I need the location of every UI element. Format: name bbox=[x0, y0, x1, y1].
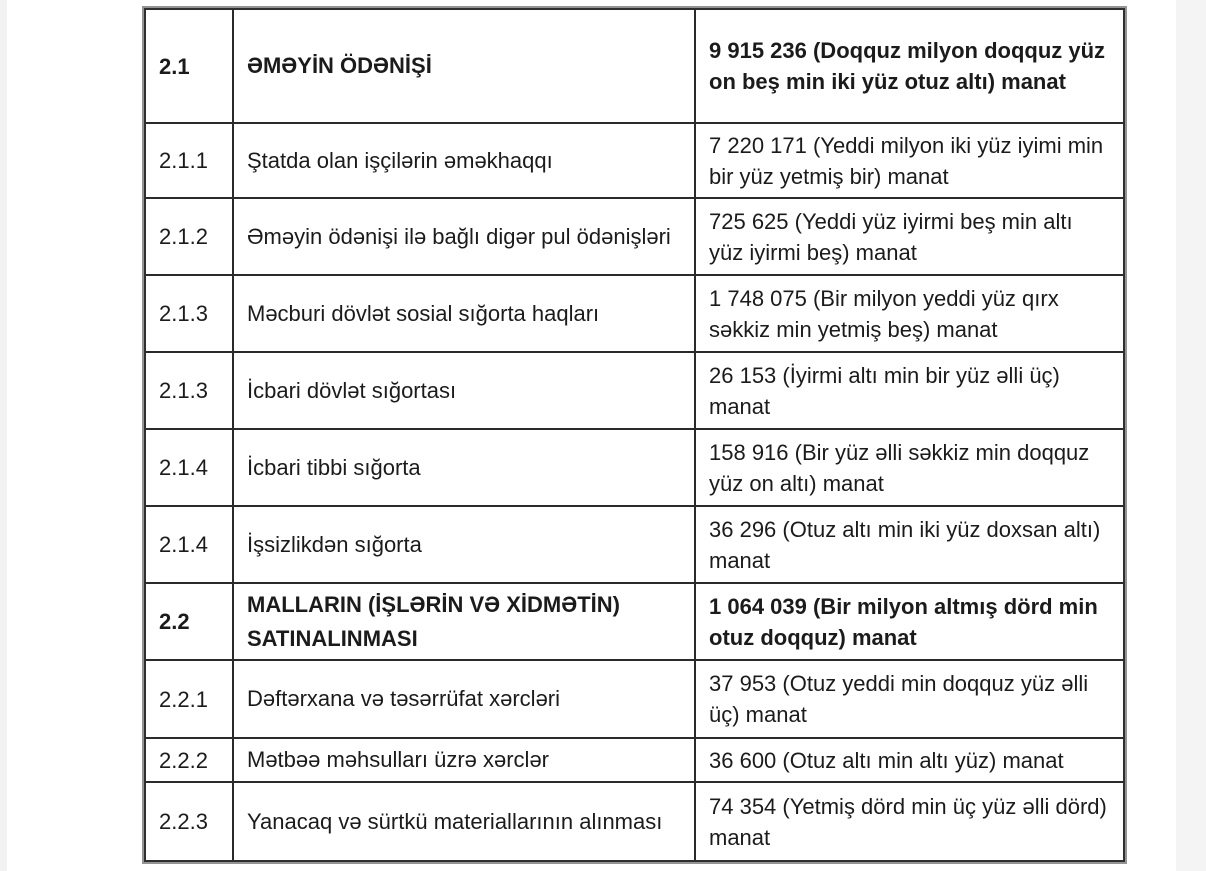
table-row bbox=[146, 507, 1123, 584]
row-code: 2.1.4 bbox=[159, 532, 208, 557]
row-code-cell bbox=[146, 783, 234, 860]
row-description-cell bbox=[234, 783, 696, 860]
table-row bbox=[146, 276, 1123, 353]
row-description: İcbari dövlət sığortası bbox=[247, 377, 457, 403]
row-amount-cell bbox=[696, 739, 1123, 783]
row-amount-cell bbox=[696, 124, 1123, 199]
row-code: 2.1.1 bbox=[159, 148, 208, 173]
budget-expense-table bbox=[144, 8, 1125, 862]
row-code: 2.2.1 bbox=[159, 686, 208, 712]
row-description-cell bbox=[234, 199, 696, 276]
row-amount-cell bbox=[696, 507, 1123, 584]
row-amount: 74 354 (Yetmiş dörd min üç yüz əlli dörd) manat bbox=[709, 793, 1107, 850]
row-code-cell bbox=[146, 430, 234, 507]
row-amount-cell bbox=[696, 353, 1123, 430]
row-description-cell bbox=[234, 507, 696, 584]
row-code-cell bbox=[146, 353, 234, 430]
row-amount-cell bbox=[696, 783, 1123, 860]
row-description-cell bbox=[234, 353, 696, 430]
row-amount: 725 625 (Yeddi yüz iyirmi beş min altı yüz iyirmi beş) manat bbox=[709, 208, 1073, 265]
row-description: Məcburi dövlət sosial sığorta haqları bbox=[247, 300, 600, 326]
table-row bbox=[146, 739, 1123, 783]
table-row bbox=[146, 661, 1123, 739]
row-amount-cell bbox=[696, 661, 1123, 739]
row-amount: 158 916 (Bir yüz əlli səkkiz min doqquz yüz on altı) manat bbox=[709, 439, 1090, 496]
row-amount-cell bbox=[696, 430, 1123, 507]
row-amount: 9 915 236 (Doqquz milyon doqquz yüz on beş min iki yüz otuz altı) manat bbox=[709, 38, 1106, 94]
row-code: 2.2.3 bbox=[159, 809, 208, 834]
row-description: Mətbəə məhsulları üzrə xərclər bbox=[247, 747, 550, 772]
row-code: 2.1.2 bbox=[159, 224, 208, 249]
row-amount-cell bbox=[696, 199, 1123, 276]
row-description-cell bbox=[234, 739, 696, 783]
row-code-cell bbox=[146, 10, 234, 124]
row-code-cell bbox=[146, 199, 234, 276]
row-amount: 1 064 039 (Bir milyon altmış dörd min otuz doqquz) manat bbox=[709, 593, 1098, 650]
row-code: 2.1 bbox=[159, 53, 190, 79]
table-row bbox=[146, 584, 1123, 661]
row-code-cell bbox=[146, 124, 234, 199]
row-description: MALLARIN (İŞLƏRİN VƏ XİDMƏTİN) SATINALINMASI bbox=[247, 591, 621, 651]
table-row bbox=[146, 10, 1123, 124]
row-code-cell bbox=[146, 507, 234, 584]
row-amount: 26 153 (İyirmi altı min bir yüz əlli üç) manat bbox=[709, 362, 1060, 419]
page-gutter-left bbox=[0, 0, 7, 871]
row-amount: 7 220 171 (Yeddi milyon iki yüz iyimi min bir yüz yetmiş bir) manat bbox=[709, 132, 1104, 189]
row-description: ƏMƏYİN ÖDƏNİŞİ bbox=[247, 53, 432, 78]
row-amount-cell bbox=[696, 276, 1123, 353]
row-description-cell bbox=[234, 124, 696, 199]
row-description: Yanacaq və sürtkü materiallarının alınması bbox=[247, 808, 663, 834]
row-amount: 1 748 075 (Bir milyon yeddi yüz qırx səkkiz min yetmiş beş) manat bbox=[709, 285, 1059, 342]
row-code: 2.1.3 bbox=[159, 301, 208, 326]
row-amount: 37 953 (Otuz yeddi min doqquz yüz əlli üç) manat bbox=[709, 671, 1089, 727]
row-description-cell bbox=[234, 661, 696, 739]
page-gutter-right bbox=[1176, 0, 1206, 871]
row-description: Ştatda olan işçilərin əməkhaqqı bbox=[247, 147, 553, 173]
row-amount-cell bbox=[696, 584, 1123, 661]
table-row bbox=[146, 353, 1123, 430]
row-code-cell bbox=[146, 739, 234, 783]
row-code: 2.1.3 bbox=[159, 378, 208, 403]
row-code-cell bbox=[146, 661, 234, 739]
row-description-cell bbox=[234, 430, 696, 507]
row-code: 2.2 bbox=[159, 609, 190, 634]
row-description-cell bbox=[234, 584, 696, 661]
row-code: 2.2.2 bbox=[159, 747, 208, 773]
table-row bbox=[146, 199, 1123, 276]
row-amount-cell bbox=[696, 10, 1123, 124]
table-row bbox=[146, 783, 1123, 860]
row-code: 2.1.4 bbox=[159, 455, 208, 480]
row-description-cell bbox=[234, 276, 696, 353]
table-row bbox=[146, 124, 1123, 199]
table-row bbox=[146, 430, 1123, 507]
row-description-cell bbox=[234, 10, 696, 124]
row-description: Dəftərxana və təsərrüfat xərcləri bbox=[247, 686, 561, 711]
row-description: Əməyin ödənişi ilə bağlı digər pul ödənişləri bbox=[247, 223, 671, 249]
row-code-cell bbox=[146, 584, 234, 661]
row-amount: 36 600 (Otuz altı min altı yüz) manat bbox=[709, 747, 1064, 773]
row-description: İcbari tibbi sığorta bbox=[247, 454, 421, 480]
row-amount: 36 296 (Otuz altı min iki yüz doxsan altı) manat bbox=[709, 516, 1101, 573]
row-code-cell bbox=[146, 276, 234, 353]
row-description: İşsizlikdən sığorta bbox=[247, 531, 422, 557]
